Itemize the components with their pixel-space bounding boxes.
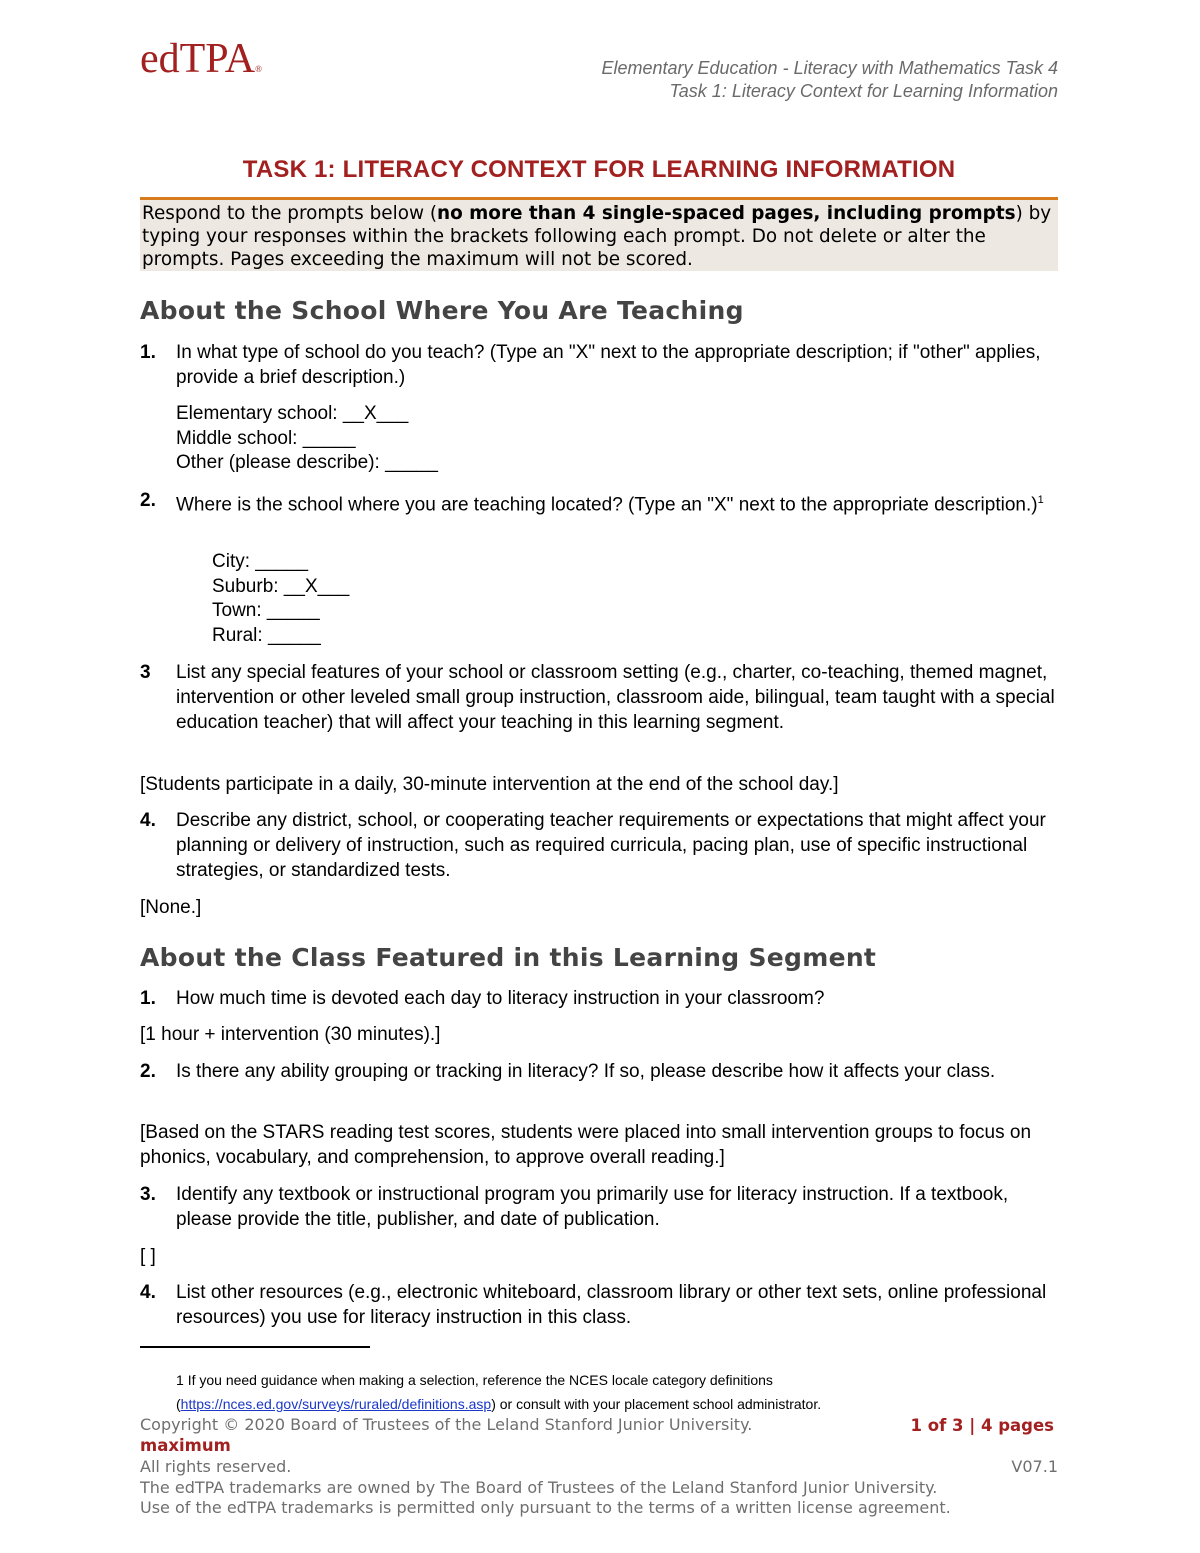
school-type-options — [176, 402, 438, 476]
answer-literacy-time[interactable]: [1 hour + intervention (30 minutes).] — [140, 1024, 441, 1045]
option-middle: Middle school: _____ — [176, 427, 356, 449]
header-line-2: Task 1: Literacy Context for Learning Information — [669, 81, 1058, 101]
page-number: 1 of 3 | 4 pages — [910, 1416, 1054, 1435]
option-suburb: Suburb: __X___ — [212, 575, 350, 597]
document-header — [601, 57, 1058, 103]
option-rural: Rural: _____ — [212, 624, 321, 646]
version-label: V07.1 — [1011, 1457, 1058, 1476]
answer-special-features[interactable]: [Students participate in a daily, 30-minute intervention at the end of the school day.] — [140, 774, 839, 795]
edtpa-logo: edTPA® — [140, 36, 262, 82]
question-special-features: 3 List any special features of your school or classroom setting (e.g., charter, co-teaching, themed magnet, intervention or other leveled small group instruction, classroom aide, bilingual, team taught with a special education teacher) that will affect your teaching in this learning segment. — [140, 662, 1055, 733]
option-other: Other (please describe): _____ — [176, 452, 438, 473]
page-title: TASK 1: LITERACY CONTEXT FOR LEARNING INFORMATION — [242, 156, 956, 183]
footnote-ref: 1 — [1037, 494, 1044, 506]
trademark-line-2: Use of the edTPA trademarks is permitted only pursuant to the terms of a written license agreement. — [140, 1498, 951, 1517]
footnote-separator — [140, 1346, 370, 1348]
section-heading-school: About the School Where You Are Teaching — [140, 296, 744, 325]
rights-text: All rights reserved. — [140, 1457, 292, 1476]
question-school-location: 2. Where is the school where you are teaching located? (Type an "X" next to the appropriate description.)$^1$ — [140, 490, 1044, 516]
answer-textbook[interactable]: [ ] — [140, 1246, 156, 1267]
page-maximum: maximum — [140, 1436, 231, 1455]
question-textbook: 3. Identify any textbook or instructional program you primarily use for literacy instruction. If a textbook, please provide the title, publisher, and date of publication. — [140, 1184, 1009, 1230]
trademark-line-1: The edTPA trademarks are owned by The Board of Trustees of the Leland Stanford Junior University. — [140, 1478, 938, 1497]
answer-requirements[interactable]: [None.] — [140, 897, 202, 918]
question-other-resources: 4. List other resources (e.g., electronic whiteboard, classroom library or other text sets, online professional resources) you use for literacy instruction in this class. — [140, 1282, 1047, 1328]
location-options — [212, 550, 349, 648]
header-line-1: Elementary Education - Literacy with Mathematics Task 4 — [601, 58, 1058, 78]
option-city: City: _____ — [212, 551, 309, 572]
copyright-text: Copyright © 2020 Board of Trustees of the Leland Stanford Junior University. — [140, 1415, 753, 1434]
footnote-number: 1 — [176, 1372, 184, 1388]
instructions-text: Respond to the prompts below (no more than 4 single-spaced pages, including prompts) by typing your responses within the brackets following each prompt. Do not delete or alter the prompts. Pages exceeding the maximum will not be scored. — [142, 203, 1052, 270]
footnote: 1 If you need guidance when making a selection, reference the NCES locale category definitions (https://nces.ed.gov/surveys/ruraled/definitions.asp) or consult with your placement school administrator. — [176, 1372, 822, 1412]
instructions-box — [140, 197, 1058, 271]
nces-definitions-link[interactable]: https://nces.ed.gov/surveys/ruraled/definitions.asp — [180, 1396, 492, 1412]
option-elementary: Elementary school: __X___ — [176, 403, 409, 424]
section-heading-class: About the Class Featured in this Learning Segment — [140, 943, 877, 972]
question-ability-grouping: 2. Is there any ability grouping or tracking in literacy? If so, please describe how it affects your class. — [140, 1061, 996, 1082]
question-literacy-time: 1. How much time is devoted each day to literacy instruction in your classroom? — [140, 988, 825, 1009]
option-town: Town: _____ — [212, 600, 320, 621]
answer-ability-grouping[interactable]: [Based on the STARS reading test scores, students were placed into small intervention groups to focus on phonics, vocabulary, and comprehension, to approve overall reading.] — [140, 1122, 1032, 1168]
question-requirements: 4. Describe any district, school, or cooperating teacher requirements or expectations that might affect your planning or delivery of instruction, such as required curricula, pacing plan, use of specific instructional strategies, or standardized tests. — [140, 810, 1046, 881]
question-school-type: 1. In what type of school do you teach? (Type an "X" next to the appropriate description; if "other" applies, provide a brief description.) — [140, 342, 1041, 388]
